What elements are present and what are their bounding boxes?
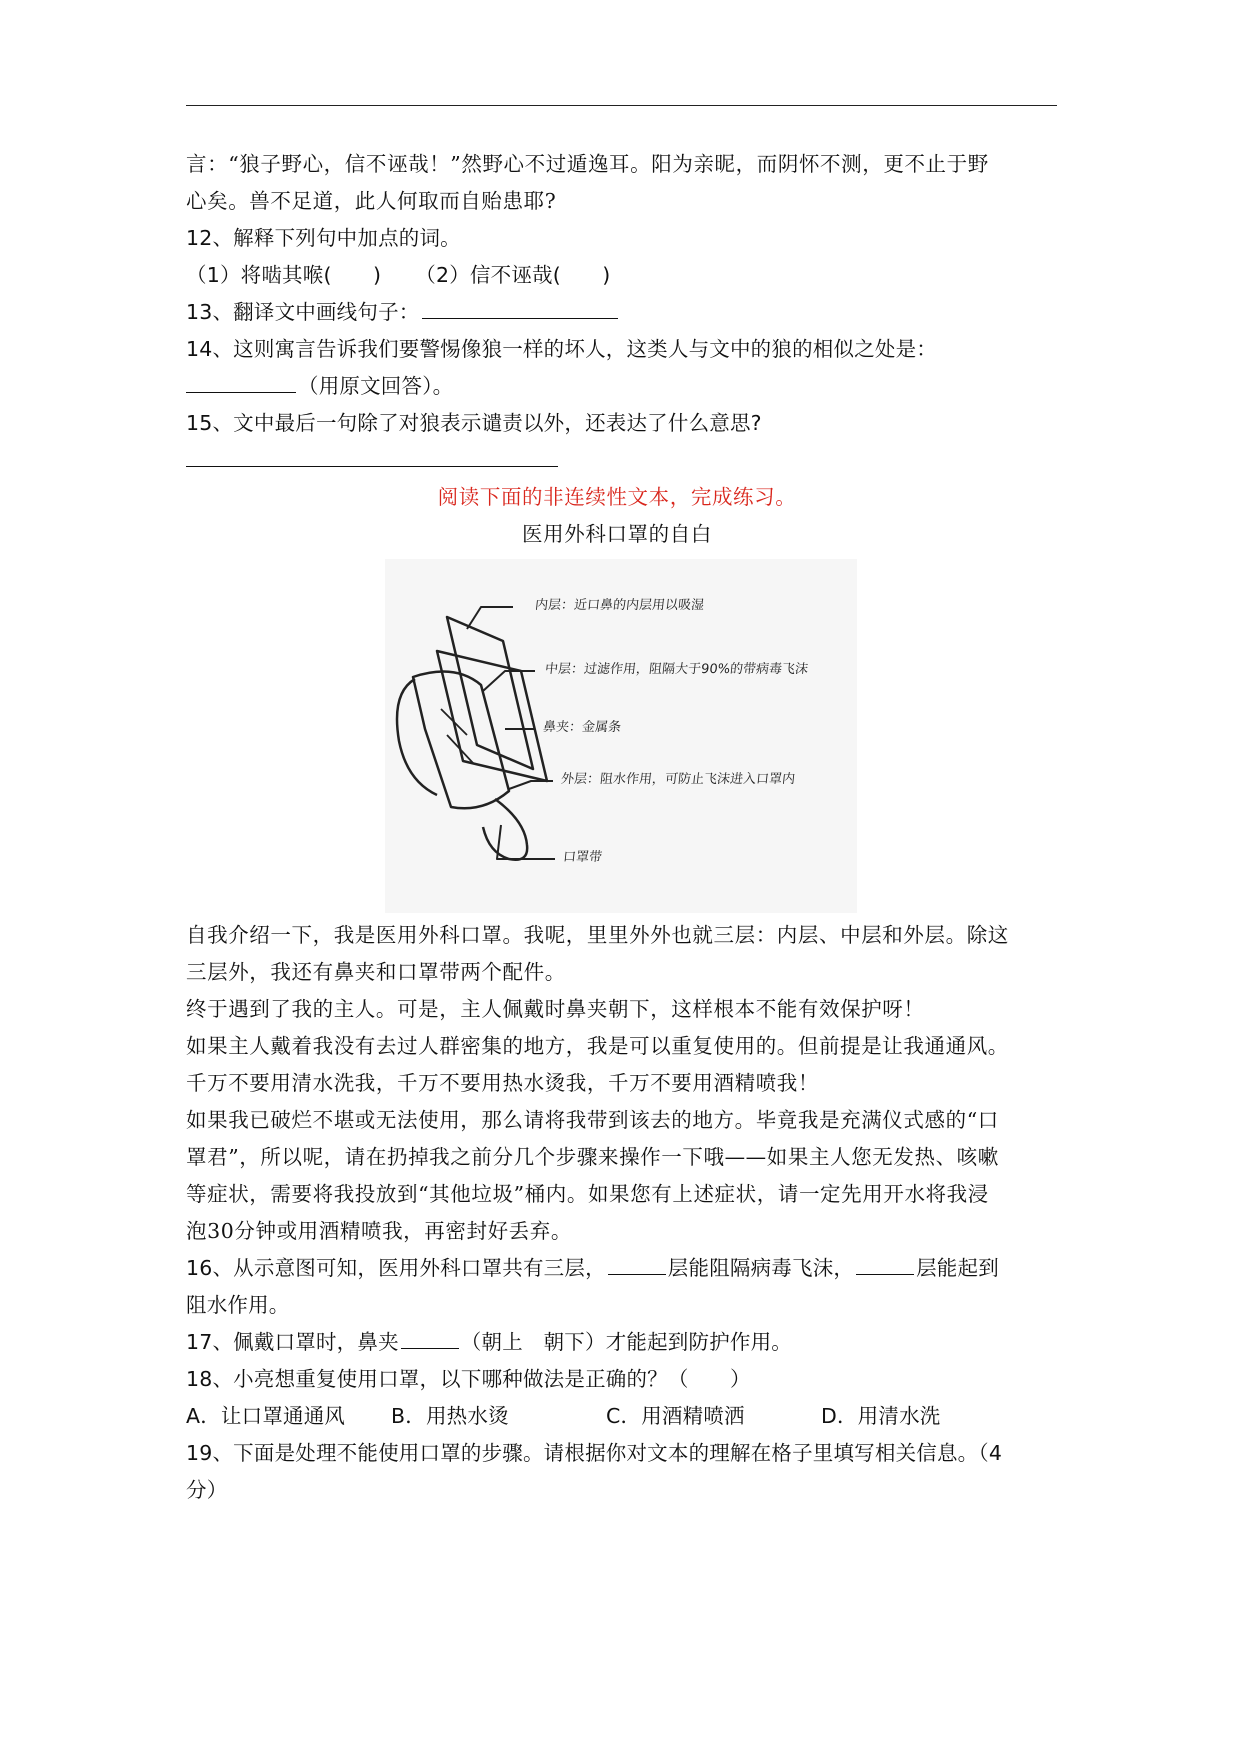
text-paragraph-line: 如果主人戴着我没有去过人群密集的地方，我是可以重复使用的。但前提是让我通通风。: [186, 1034, 1009, 1058]
answer-blank[interactable]: [422, 300, 618, 319]
callout-strap: 口罩带: [562, 850, 603, 865]
option-c[interactable]: C．用酒精喷洒: [606, 1404, 745, 1428]
header-rule: [186, 105, 1057, 106]
question-15-answer: [186, 442, 1048, 479]
page-content: [186, 146, 1048, 1509]
question-16-text: 层能阻隔病毒飞沫，: [667, 1256, 855, 1280]
question-17-text: 17、佩戴口罩时，鼻夹: [186, 1330, 399, 1354]
mask-diagram: [385, 559, 857, 913]
text-paragraph-line: 等症状，需要将我投放到“其他垃圾”桶内。如果您有上述症状，请一定先用开水将我浸: [186, 1182, 989, 1206]
question-16: [186, 1250, 1048, 1287]
question-14-tail: （用原文回答）。: [298, 374, 454, 398]
answer-blank[interactable]: [186, 448, 558, 467]
question-16-text: 层能起到: [916, 1256, 999, 1280]
option-a[interactable]: A．让口罩通通风: [186, 1404, 346, 1428]
question-12-items: [186, 257, 1048, 294]
text-paragraph-line: 自我介绍一下，我是医用外科口罩。我呢，里里外外也就三层：内层、中层和外层。除这: [186, 923, 1009, 947]
question-19: 19、下面是处理不能使用口罩的步骤。请根据你对文本的理解在格子里填写相关信息。（4: [186, 1441, 1003, 1465]
option-b[interactable]: B．用热水烫: [391, 1404, 509, 1428]
passage-line: 言：“狼子野心，信不诬哉！”然野心不过遁逸耳。阳为亲昵，而阴怀不测，更不止于野: [186, 152, 989, 176]
option-d[interactable]: D．用清水洗: [821, 1404, 941, 1428]
passage-line: 心矣。兽不足道，此人何取而自贻患耶?: [186, 189, 557, 213]
answer-blank[interactable]: [856, 1256, 914, 1275]
question-13-text: 13、翻译文中画线句子：: [186, 300, 420, 324]
text-paragraph-line: 三层外，我还有鼻夹和口罩带两个配件。: [186, 960, 566, 984]
question-12-item-2: （2）信不诬哉( ): [415, 263, 611, 287]
callout-inner-layer: 内层：近口鼻的内层用以吸湿: [534, 598, 705, 613]
callout-middle-layer: 中层：过滤作用，阻隔大于90%的带病毒飞沫: [544, 662, 809, 677]
answer-blank[interactable]: [186, 374, 296, 393]
question-12-item-1: （1）将啮其喉( ): [186, 263, 382, 287]
question-12: 12、解释下列句中加点的词。: [186, 226, 461, 250]
section-instruction: 阅读下面的非连续性文本，完成练习。: [437, 485, 797, 509]
question-19-cont: 分）: [186, 1478, 228, 1502]
text-paragraph-line: 泡30分钟或用酒精喷我，再密封好丢弃。: [186, 1219, 572, 1243]
question-14: 14、这则寓言告诉我们要警惕像狼一样的坏人，这类人与文中的狼的相似之处是：: [186, 337, 937, 361]
question-15: 15、文中最后一句除了对狼表示谴责以外，还表达了什么意思?: [186, 411, 762, 435]
question-16-text: 16、从示意图可知，医用外科口罩共有三层，: [186, 1256, 606, 1280]
text-paragraph-line: 终于遇到了我的主人。可是，主人佩戴时鼻夹朝下，这样根本不能有效保护呀！: [186, 997, 925, 1021]
answer-blank[interactable]: [608, 1256, 666, 1275]
question-17-text: （朝上 朝下）才能起到防护作用。: [460, 1330, 792, 1354]
question-13: [186, 294, 1048, 331]
section-title: 医用外科口罩的自白: [522, 522, 712, 546]
callout-nose-clip: 鼻夹：金属条: [542, 720, 622, 735]
question-14-answer: [186, 368, 1048, 405]
text-paragraph-line: 千万不要用清水洗我，千万不要用热水烫我，千万不要用酒精喷我！: [186, 1071, 819, 1095]
question-17: [186, 1324, 1048, 1361]
callout-outer-layer: 外层：阻水作用，可防止飞沫进入口罩内: [560, 772, 796, 787]
question-16-cont: 阻水作用。: [186, 1293, 290, 1317]
question-18: 18、小亮想重复使用口罩，以下哪种做法是正确的？（ ）: [186, 1367, 751, 1391]
answer-blank[interactable]: [401, 1330, 459, 1349]
text-paragraph-line: 如果我已破烂不堪或无法使用，那么请将我带到该去的地方。毕竟我是充满仪式感的“口: [186, 1108, 999, 1132]
text-paragraph-line: 罩君”，所以呢，请在扔掉我之前分几个步骤来操作一下哦——如果主人您无发热、咳嗽: [186, 1145, 999, 1169]
question-18-options: [186, 1398, 1048, 1435]
